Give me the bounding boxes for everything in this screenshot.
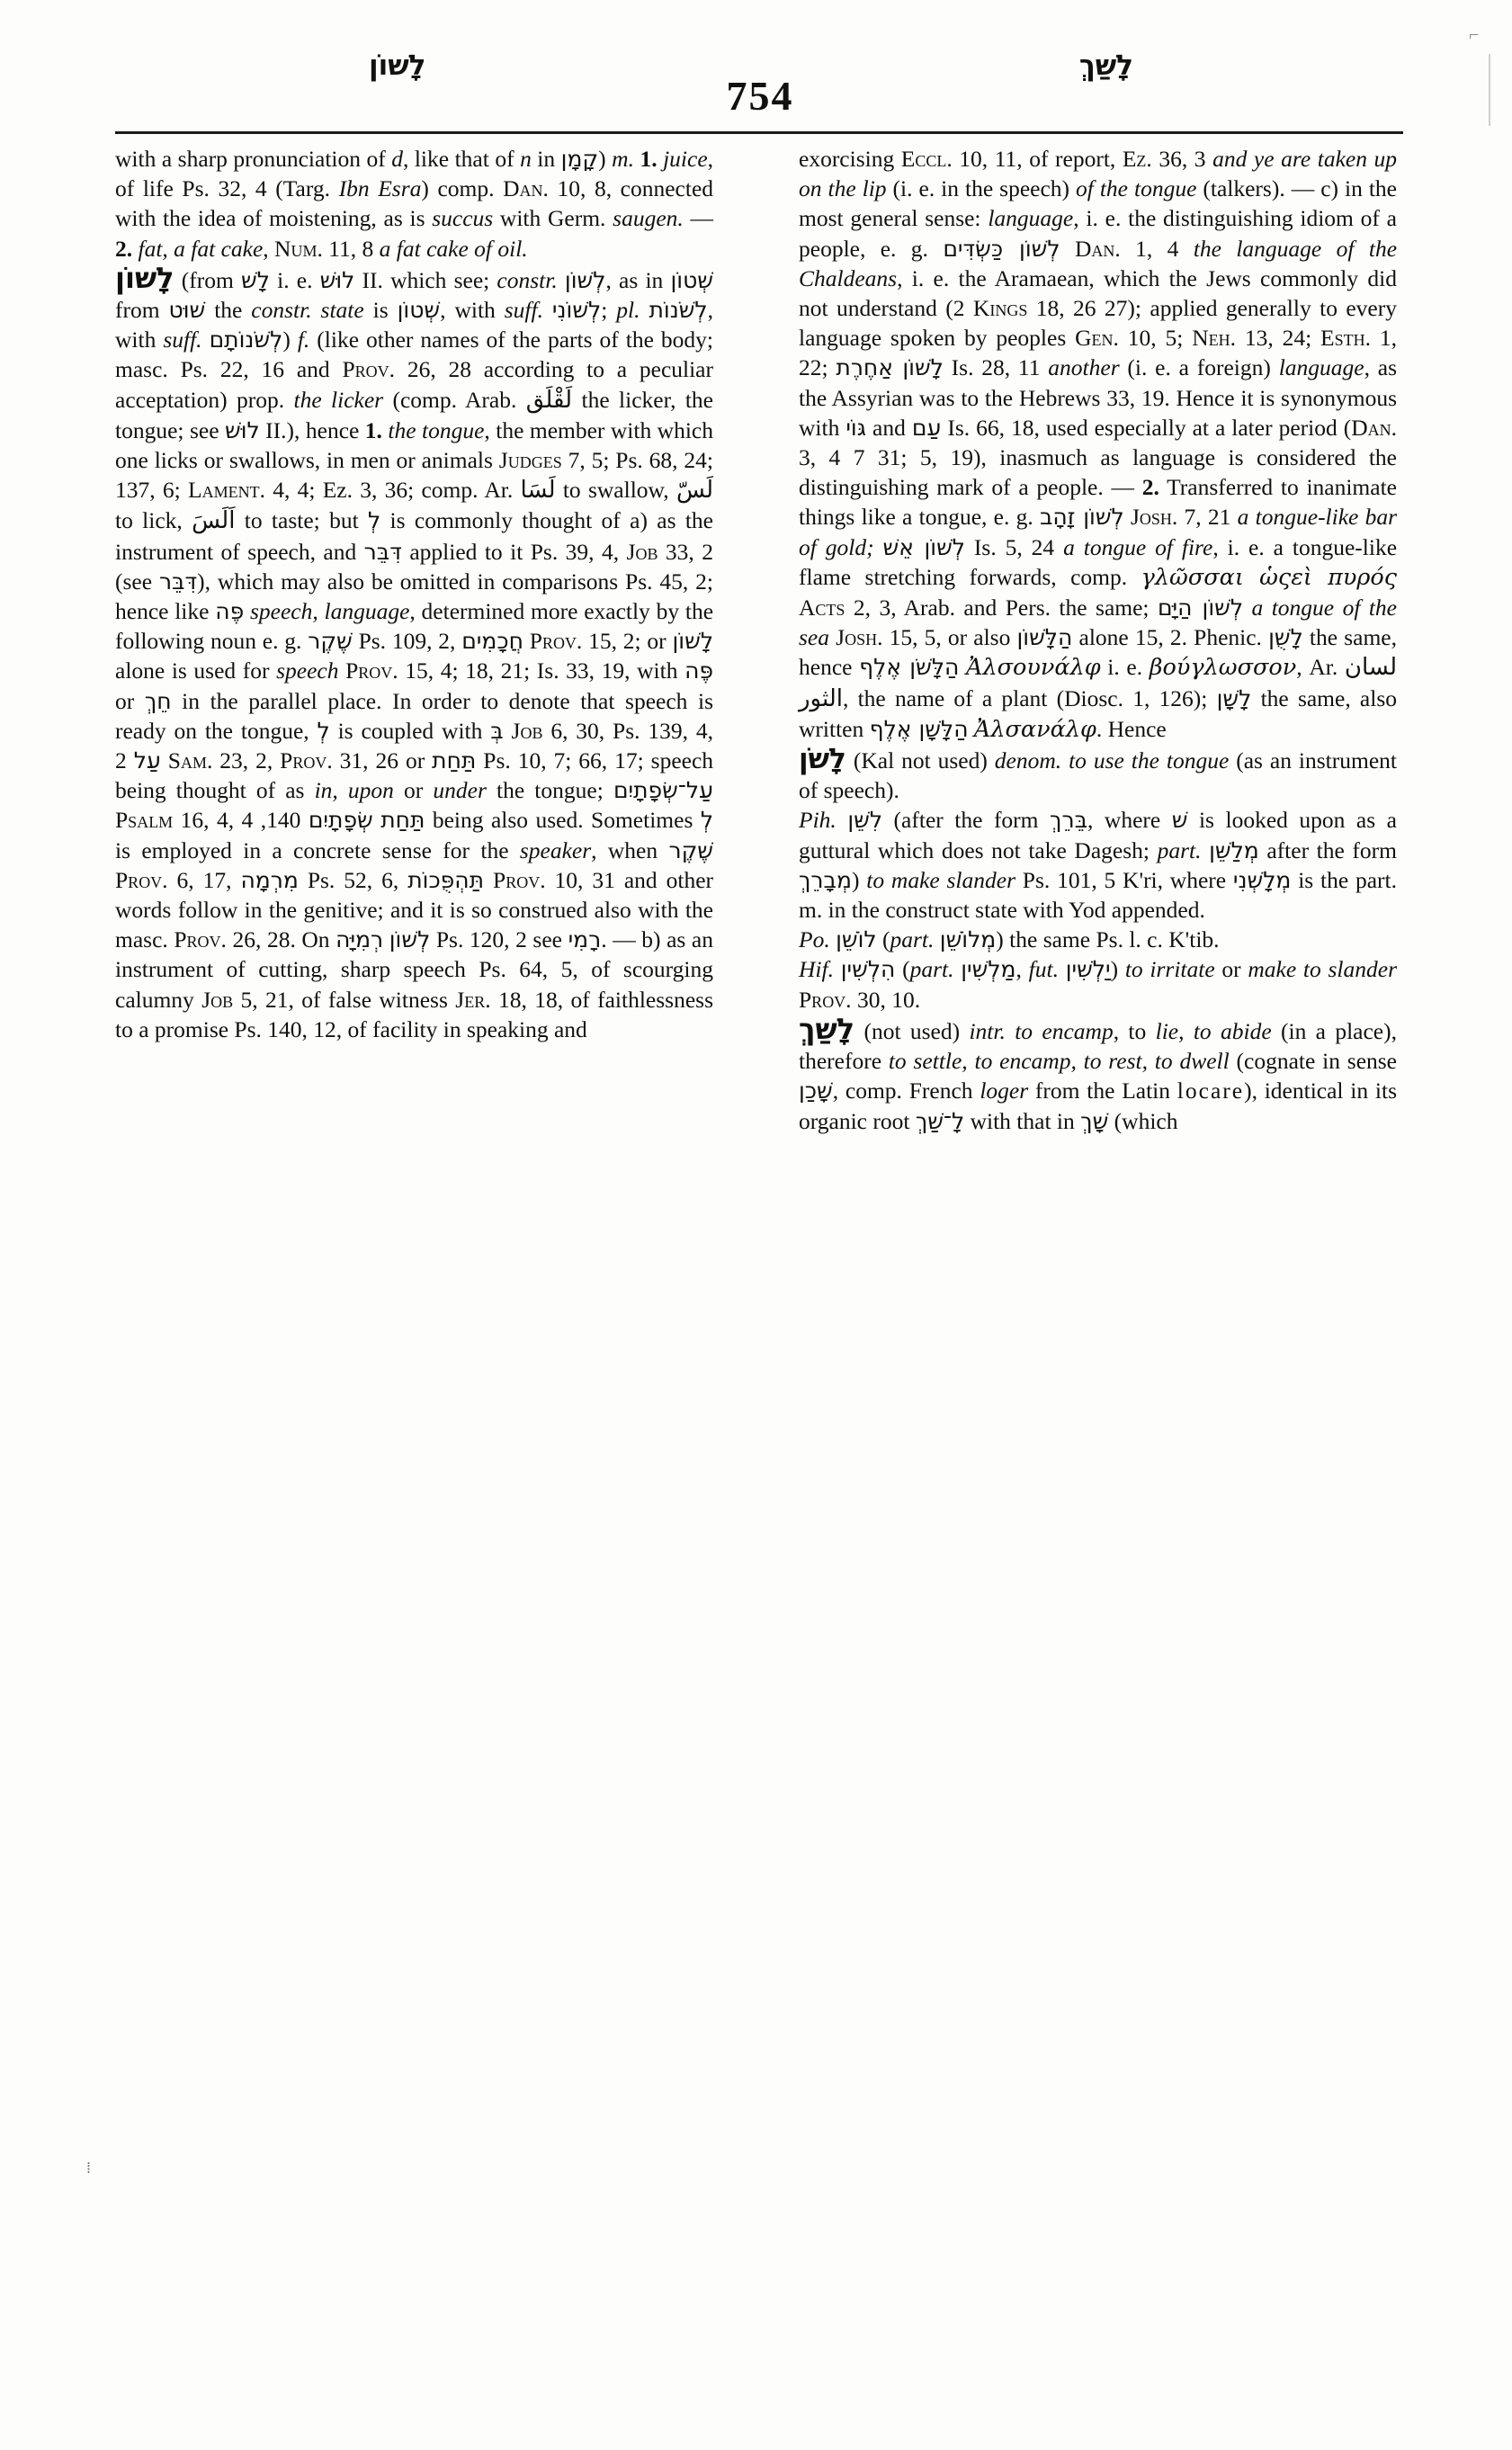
column-right — [799, 144, 1397, 1136]
page-header — [117, 49, 1403, 130]
entry-paragraph: with a sharp pronunciation of d, like that of n in קָמָן) m. 1. juice, of life Ps. 32, 4 (Targ. Ibn Esra) comp. Dan. 10, 8, connected with the idea of moistening, as is succus with Germ. saugen. — 2. fat, a fat cake, Num. 11, 8 a fat cake of oil. — [115, 146, 714, 262]
text-columns — [115, 144, 1403, 2150]
entry-paragraph: לָשׁוֹן (from לָשׁ i. e. לוּשׁ II. which see; constr. לְשׁוֹן, as in שְׁטוֹן from שׁוּט the constr. state is שְׁטוֹן, with suff. לְשׁוֹנִי; pl. לְשֹׁנוֹת, with suff. לְשֹׁנוֹתָם) f. (like other names of the parts of the body; masc. Ps. 22, 16 and Prov. 26, 28 according to a peculiar acceptation) prop. the licker (comp. Arab. لَقْلَق the licker, the tongue; see לוּשׁ II.), hence 1. the tongue, the member with which one licks or swallows, in men or animals Judges 7, 5; Ps. 68, 24; 137, 6; Lament. 4, 4; Ez. 3, 36; comp. Ar. لَسَا to swallow, لَسّ to lick, اَلَسَ to taste; but לְ is commonly thought of a) as the instrument of speech, and דִּבֵּר applied to it Ps. 39, 4, Job 33, 2 (see דִּבֵּר), which may also be omitted in comparisons Ps. 45, 2; hence like פֶּה speech, language, determined more exactly by the following noun e. g. שֶׁקֶר Ps. 109, 2, חֲכָמִים Prov. 15, 2; or לָשׁוֹן alone is used for speech Prov. 15, 4; 18, 21; Is. 33, 19, with פֶּה or חֵךְ in the parallel place. In order to denote that speech is ready on the tongue, לְ is coupled with בְּ Job 6, 30, Ps. 139, 4, עַל 2 Sam. 23, 2, Prov. 31, 26 or תַּחַת Ps. 10, 7; 66, 17; speech being thought of as in, upon or under the tongue; עַל־שְׂפָתָיִם Psalm 16, 4, תַּחַת שְׂפָתָיִם 140, 4 being also used. Sometimes לְ is employed in a concrete sense for the speaker, when שֶׁקֶר Prov. 6, 17, מִרְמָה Ps. 52, 6, תַּהְפֻּכוֹת Prov. 10, 31 and other words follow in the genitive; and it is so construed also with the masc. Prov. 26, 28. On לְשׁוֹן רְמִיָּה Ps. 120, 2 see רָמִי. — b) as an instrument of cutting, sharp speech Ps. 64, 5, of scourging calumny Job 5, 21, of false witness Jer. 18, 18, of faithlessness to a promise Ps. 140, 12, of facility in speaking and — [115, 260, 714, 1042]
page-number: 754 — [726, 73, 794, 119]
entry-paragraph: exorcising Eccl. 10, 11, of report, Ez. 36, 3 and ye are taken up on the lip (i. e. in the speech) of the tongue (talkers). — c) in the most general sense: language, i. e. the distinguishing idiom of a people, e. g. לְשׁוֹן כַּשְׂדִּים Dan. 1, 4 the language of the Chaldeans, i. e. the Aramaean, which the Jews commonly did not understand (2 Kings 18, 26 27); applied generally to every language spoken by peoples Gen. 10, 5; Neh. 13, 24; Esth. 1, 22; לָשׁוֹן אַחֶרֶת Is. 28, 11 another (i. e. a foreign) language, as the Assyrian was to the Hebrews 33, 19. Hence it is synonymous with גּוֹי and עַם Is. 66, 18, used especially at a later period (Dan. 3, 4 7 31; 5, 19), inasmuch as language is considered the distinguishing mark of a people. — 2. Transferred to inanimate things like a tongue, e. g. לְשׁוֹן זָהָב Josh. 7, 21 a tongue-like bar of gold; לְשׁוֹן אֵשׁ Is. 5, 24 a tongue of fire, i. e. a tongue-like flame stretching forwards, comp. γλῶσσαι ὡςεὶ πυρός Acts 2, 3, Arab. and Pers. the same; לְשׁוֹן הַיָּם a tongue of the sea Josh. 15, 5, or also הַלָּשׁוֹן alone 15, 2. Phenic. לָשֻׁן the same, hence הַלָּשֹׁן אֶלֶף Ἀλσουνάλφ i. e. βούγλωσσον, Ar. لسان الثور, the name of a plant (Diosc. 1, 126); לָשָׁן the same, also written הַלָּשָׁן אֶלֶף Ἀλσανάλφ. Hence — [799, 146, 1398, 743]
entry-paragraph: Hif. הִלְשִׁין (part. מַלְשִׁין, fut. יַלְשִׁין) to irritate or make to slander Prov. 30, 10. — [799, 956, 1397, 1013]
header-right-hebrew: לָשַׁךְ — [1078, 49, 1133, 82]
entry-paragraph: לָשַׁךְ (not used) intr. to encamp, to lie, to abide (in a place), therefore to settle, to encamp, to rest, to dwell (cognate in sense שָׁכַן, comp. French loger from the Latin locare), identical in its organic root לָ־שַׁךְ with that in שָׁךְ (which — [799, 1011, 1398, 1134]
corner-mark: ⌐ — [1469, 25, 1480, 45]
header-rule — [115, 131, 1403, 134]
entry-paragraph: Po. לוֹשֵׁן (part. מְלוֹשֵׁן) the same Ps. l. c. K'tib. — [799, 926, 1220, 953]
entry-paragraph: לָשֹׁן (Kal not used) denom. to use the tongue (as an instrument of speech). — [799, 743, 1397, 804]
margin-mark: ⁞ — [86, 2159, 92, 2177]
page-edge-line — [1489, 54, 1490, 126]
header-left-hebrew: לָשׁוֹן — [369, 49, 426, 82]
entry-paragraph: Pih. לִשֵּׁן (after the form בֵּרֵךְ, where שׁ is looked upon as a guttural which does not take Dagesh; part. מְלַשֵּׁן after the form מְבָרֵךְ) to make slander Ps. 101, 5 K'ri, where מְלָשְׁנִי is the part. m. in the construct state with Yod appended. — [799, 807, 1397, 924]
column-left — [115, 144, 713, 1044]
